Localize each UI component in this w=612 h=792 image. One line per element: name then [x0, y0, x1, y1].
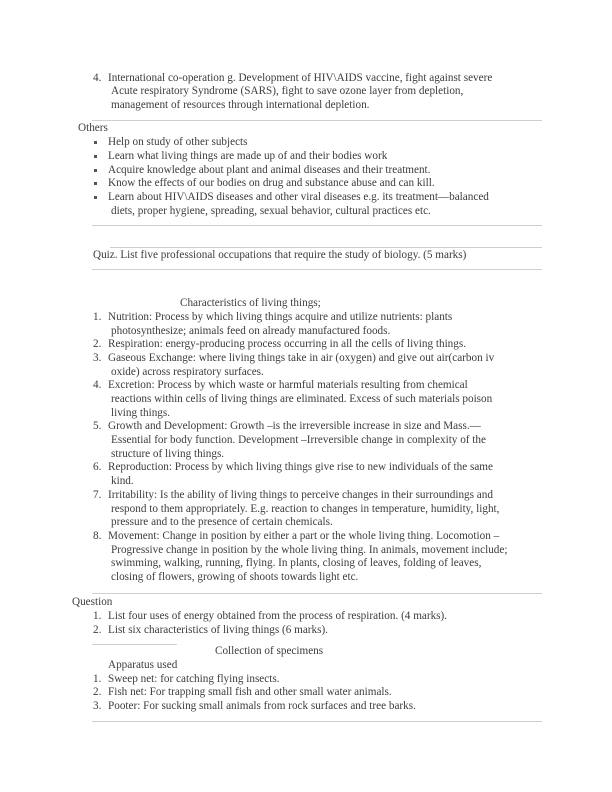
bullet-item-line: Help on study of other subjects — [108, 136, 248, 148]
apparatus-item: Sweep net: for catching flying insects. — [108, 673, 280, 685]
apparatus-item: Fish net: For trapping small fish and other small water animals. — [108, 686, 392, 698]
divider — [92, 120, 542, 121]
list-item-line: oxide) across respiratory surfaces. — [111, 366, 264, 378]
list-number: 1. — [93, 673, 102, 685]
subheading: Apparatus used — [108, 659, 178, 671]
list-number: 4. — [93, 379, 102, 391]
list-item-line: International co-operation g. Development of HIV\AIDS vaccine, fight against severe — [108, 72, 493, 84]
list-item-line: living things. — [111, 407, 171, 419]
list-item-line: Nutrition: Process by which living things acquire and utilize nutrients: plants — [108, 311, 453, 323]
divider — [92, 269, 542, 270]
list-item-line: Irritability: Is the ability of living things to perceive changes in their surroundings and — [108, 489, 493, 501]
list-item-line: Movement: Change in position by either a part or the whole living thing. Locomotion – — [108, 530, 500, 542]
list-item-line: pressure and to the presence of certain chemicals. — [111, 516, 333, 528]
list-item-line: kind. — [111, 475, 134, 487]
list-number: 6. — [93, 461, 102, 473]
list-item-line: structure of living things. — [111, 448, 225, 460]
list-number: 5. — [93, 420, 102, 432]
list-item-line: Reproduction: Process by which living things give rise to new individuals of the same — [108, 461, 493, 473]
list-item-line: Growth and Development: Growth –is the irreversible increase in size and Mass.— — [108, 420, 481, 432]
bullet-icon — [94, 196, 97, 199]
list-item-line: Gaseous Exchange: where living things take in air (oxygen) and give out air(carbon iv — [108, 352, 495, 364]
list-number: 3. — [93, 352, 102, 364]
list-item-line: management of resources through international depletion. — [111, 99, 370, 111]
list-number: 7. — [93, 489, 102, 501]
bullet-item-line: Learn what living things are made up of and their bodies work — [108, 150, 388, 162]
list-item-line: Acute respiratory Syndrome (SARS), fight to save ozone layer from depletion, — [111, 85, 464, 97]
list-item-line: Essential for body function. Development –Irreversible change in complexity of the — [111, 434, 486, 446]
divider — [92, 225, 542, 226]
section-heading: Question — [72, 596, 113, 608]
list-item-line: reactions within cells of living things are eliminated. Excess of such materials poison — [111, 393, 493, 405]
list-item-line: Respiration: energy-producing process occurring in all the cells of living things. — [108, 338, 467, 350]
section-heading: Collection of specimens — [215, 645, 324, 657]
list-item-line: closing of flowers, growing of shoots towards light etc. — [111, 571, 359, 583]
apparatus-item: Pooter: For sucking small animals from rock surfaces and tree barks. — [108, 700, 416, 712]
list-number: 2. — [93, 338, 102, 350]
list-number: 4. — [93, 72, 102, 84]
question-item: List six characteristics of living things (6 marks). — [108, 624, 328, 636]
list-item-line: respond to them appropriately. E.g. reaction to changes in temperature, humidity, light, — [111, 503, 500, 515]
bullet-icon — [94, 141, 97, 144]
list-number: 1. — [93, 311, 102, 323]
section-heading: Characteristics of living things; — [180, 297, 321, 309]
list-item-line: Progressive change in position by the whole living thing. In animals, movement include; — [111, 544, 508, 556]
bullet-item-line: Acquire knowledge about plant and animal diseases and their treatment. — [108, 164, 431, 176]
list-number: 2. — [93, 686, 102, 698]
divider — [92, 593, 542, 594]
list-item-line: swimming, walking, running, flying. In plants, closing of leaves, folding of leaves, — [111, 557, 482, 569]
list-item-line: Excretion: Process by which waste or harmful materials resulting from chemical — [108, 379, 468, 391]
list-item-line: photosynthesize; animals feed on already manufactured foods. — [111, 325, 391, 337]
list-number: 3. — [93, 700, 102, 712]
bullet-item-line: Know the effects of our bodies on drug and substance abuse and can kill. — [108, 177, 435, 189]
section-heading: Others — [78, 122, 108, 134]
bullet-icon — [94, 155, 97, 158]
quiz-text: Quiz. List five professional occupations that require the study of biology. (5 marks) — [93, 249, 467, 261]
divider — [92, 644, 177, 645]
bullet-icon — [94, 182, 97, 185]
list-number: 1. — [93, 610, 102, 622]
bullet-icon — [94, 169, 97, 172]
divider — [92, 721, 542, 722]
bullet-item-line: diets, proper hygiene, spreading, sexual behavior, cultural practices etc. — [111, 205, 431, 217]
list-number: 8. — [93, 530, 102, 542]
bullet-item-line: Learn about HIV\AIDS diseases and other viral diseases e.g. its treatment—balanced — [108, 191, 489, 203]
list-number: 2. — [93, 624, 102, 636]
question-item: List four uses of energy obtained from the process of respiration. (4 marks). — [108, 610, 448, 622]
